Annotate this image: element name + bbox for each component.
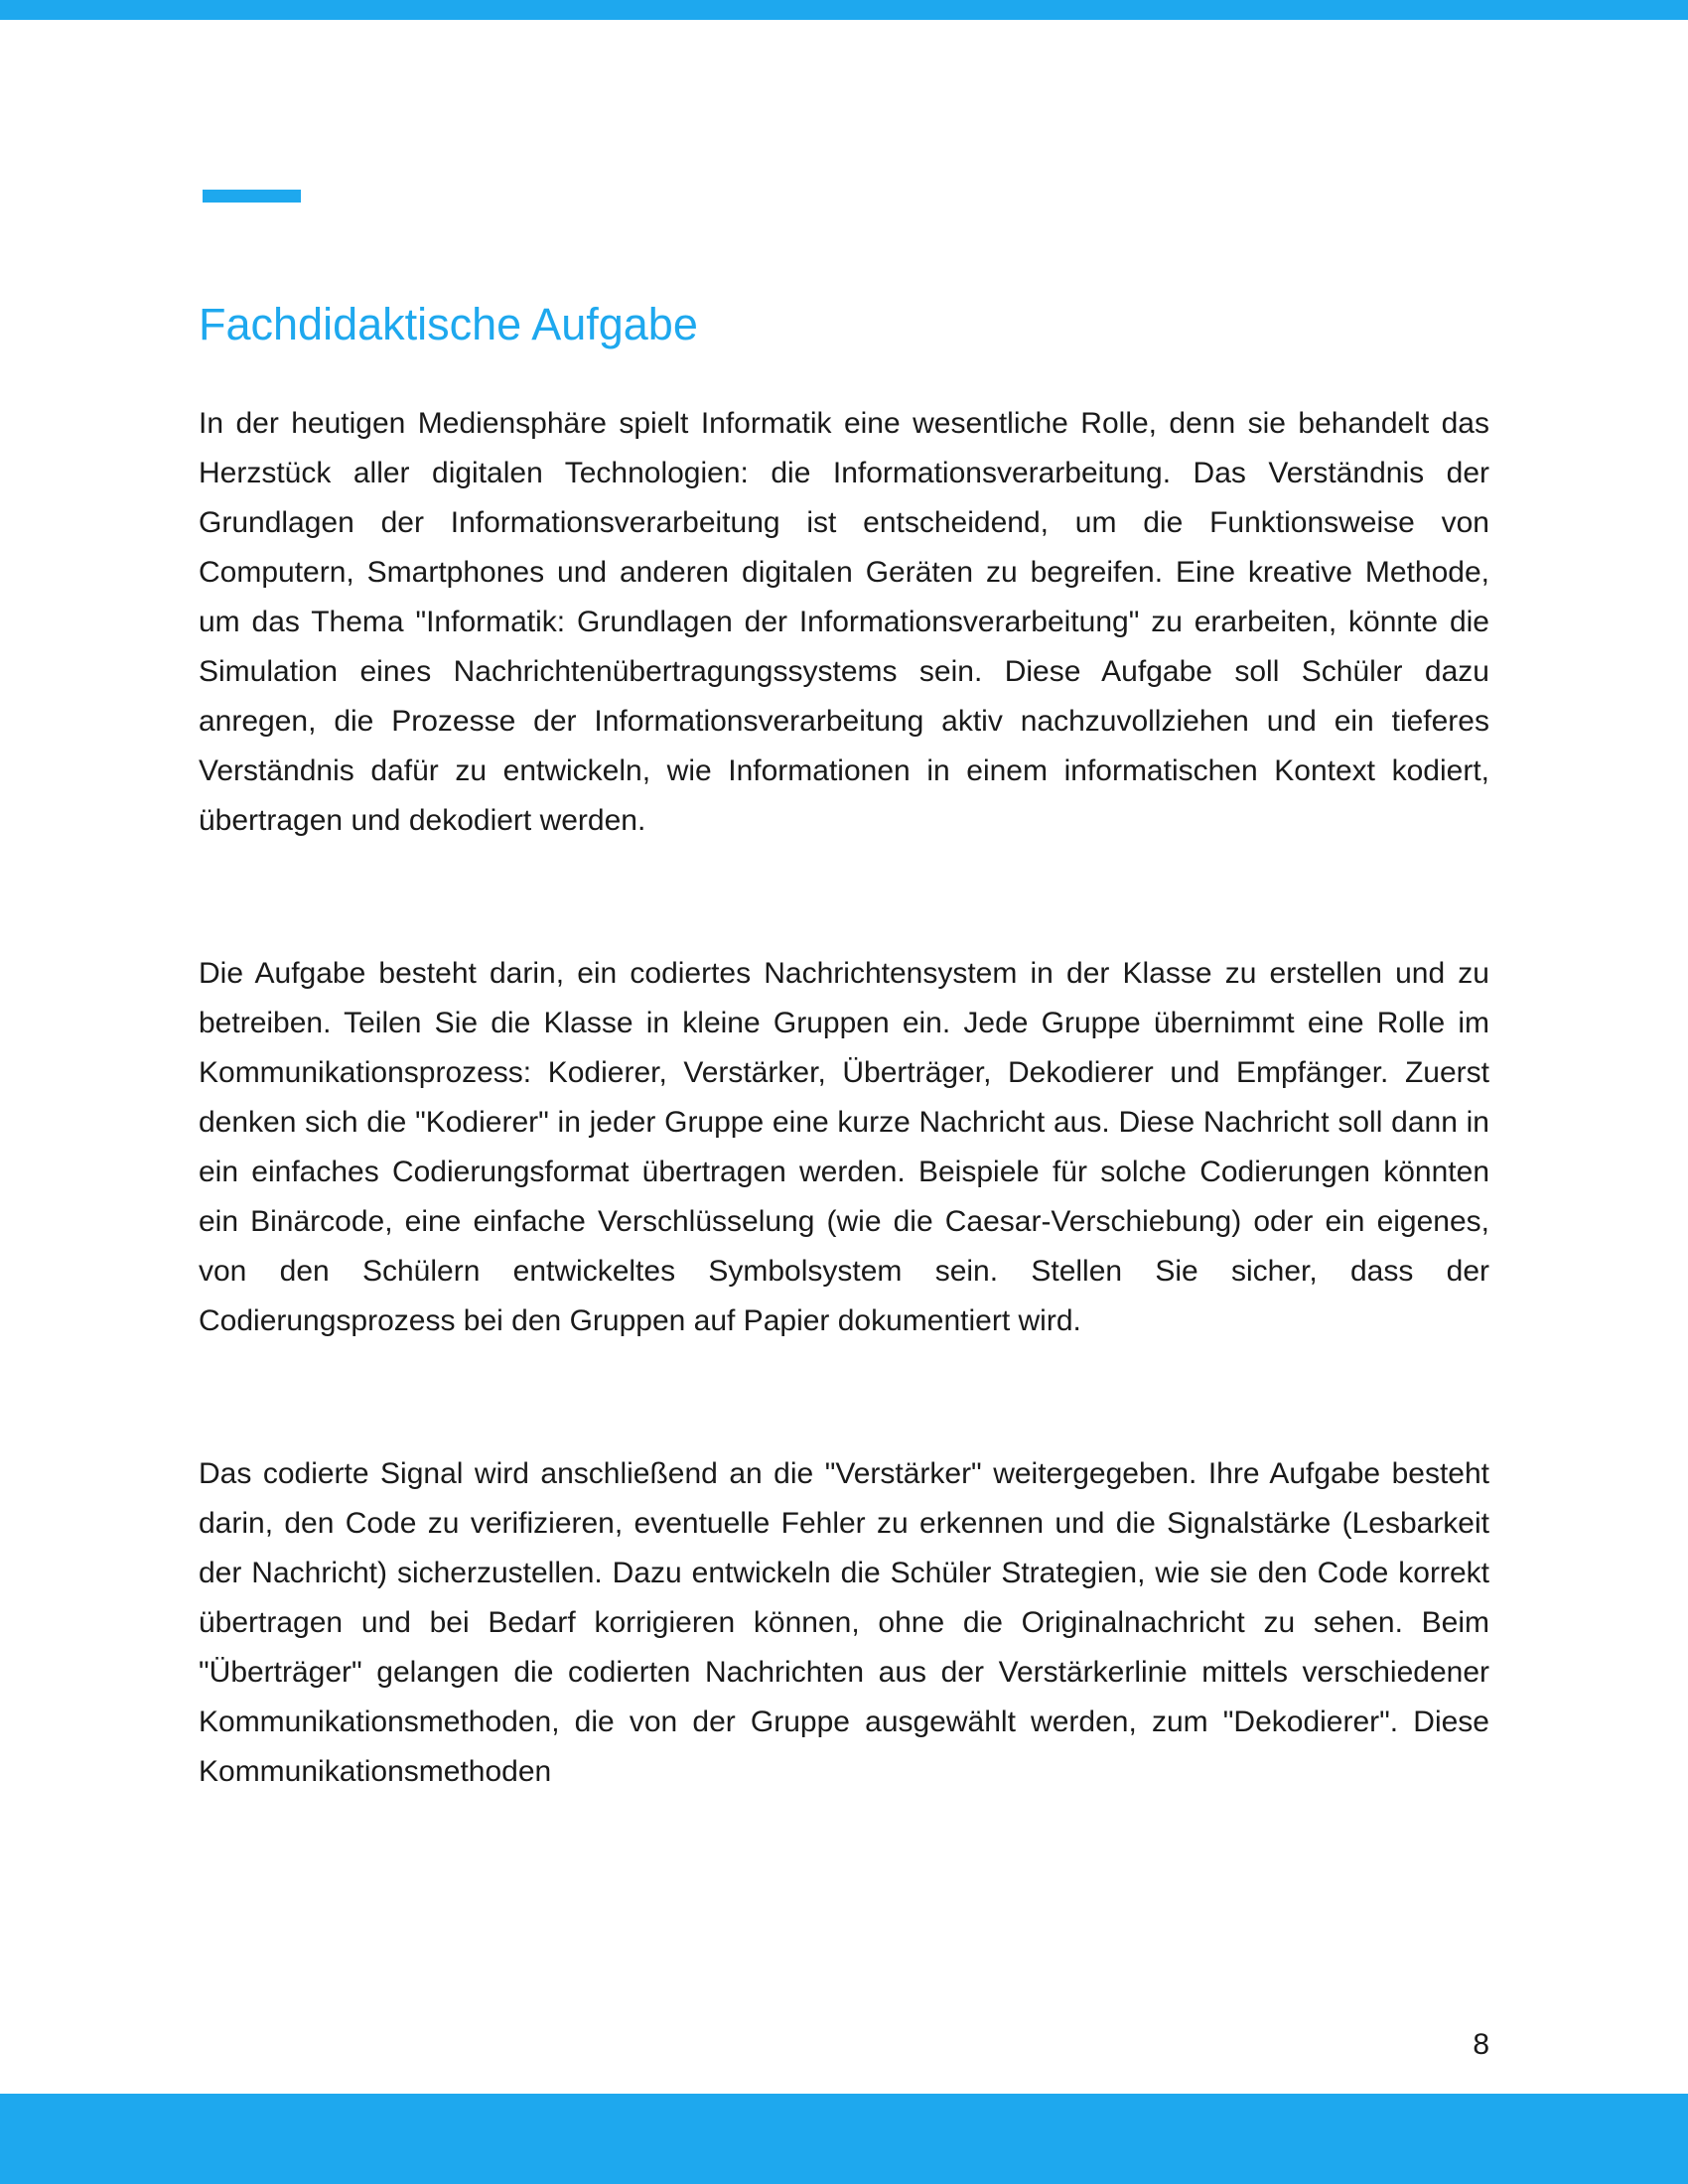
paragraph-signal: Das codierte Signal wird anschließend an die "Verstärker" weitergegeben. Ihre Aufgabe besteht darin, den Code zu verifizieren, eventuelle Fehler zu erkennen und die Signalstärke (Lesbarkeit der Nachricht) sicherzustellen. Dazu entwickeln die Schüler Strategien, wie sie den Code korrekt übertragen und bei Bedarf korrigieren können, ohne die Originalnachricht zu sehen. Beim "Überträger" gelangen die codierten Nachrichten aus der Verstärkerlinie mittels verschiedener Kommunikationsmethoden, die von der Gruppe ausgewählt werden, zum "Dekodierer". Diese Kommunikationsmethoden	[199, 1457, 1489, 1788]
document-body	[199, 399, 1489, 1797]
paragraph-intro: In der heutigen Mediensphäre spielt Informatik eine wesentliche Rolle, denn sie behandelt das Herzstück aller digitalen Technologien: die Informationsverarbeitung. Das Verständnis der Grundlagen der Informationsverarbeitung ist entscheidend, um die Funktionsweise von Computern, Smartphones und anderen digitalen Geräten zu begreifen. Eine kreative Methode, um das Thema "Informatik: Grundlagen der Informationsverarbeitung" zu erarbeiten, könnte die Simulation eines Nachrichtenübertragungssystems sein. Diese Aufgabe soll Schüler dazu anregen, die Prozesse der Informationsverarbeitung aktiv nachzuvollziehen und ein tieferes Verständnis dafür zu entwickeln, wie Informationen in einem informatischen Kontext kodiert, übertragen und dekodiert werden.	[199, 407, 1489, 837]
paragraph-task: Die Aufgabe besteht darin, ein codiertes Nachrichtensystem in der Klasse zu erstellen und zu betreiben. Teilen Sie die Klasse in kleine Gruppen ein. Jede Gruppe übernimmt eine Rolle im Kommunikationsprozess: Kodierer, Verstärker, Überträger, Dekodierer und Empfänger. Zuerst denken sich die "Kodierer" in jeder Gruppe eine kurze Nachricht aus. Diese Nachricht soll dann in ein einfaches Codierungsformat übertragen werden. Beispiele für solche Codierungen könnten ein Binärcode, eine einfache Verschlüsselung (wie die Caesar-Verschiebung) oder ein eigenes, von den Schülern entwickeltes Symbolsystem sein. Stellen Sie sicher, dass der Codierungsprozess bei den Gruppen auf Papier dokumentiert wird.	[199, 957, 1489, 1337]
top-accent-bar	[0, 0, 1688, 20]
title-accent-rule	[203, 190, 301, 203]
page-number: 8	[1473, 2028, 1489, 2061]
page-title: Fachdidaktische Aufgabe	[199, 299, 698, 349]
bottom-accent-bar	[0, 2094, 1688, 2184]
